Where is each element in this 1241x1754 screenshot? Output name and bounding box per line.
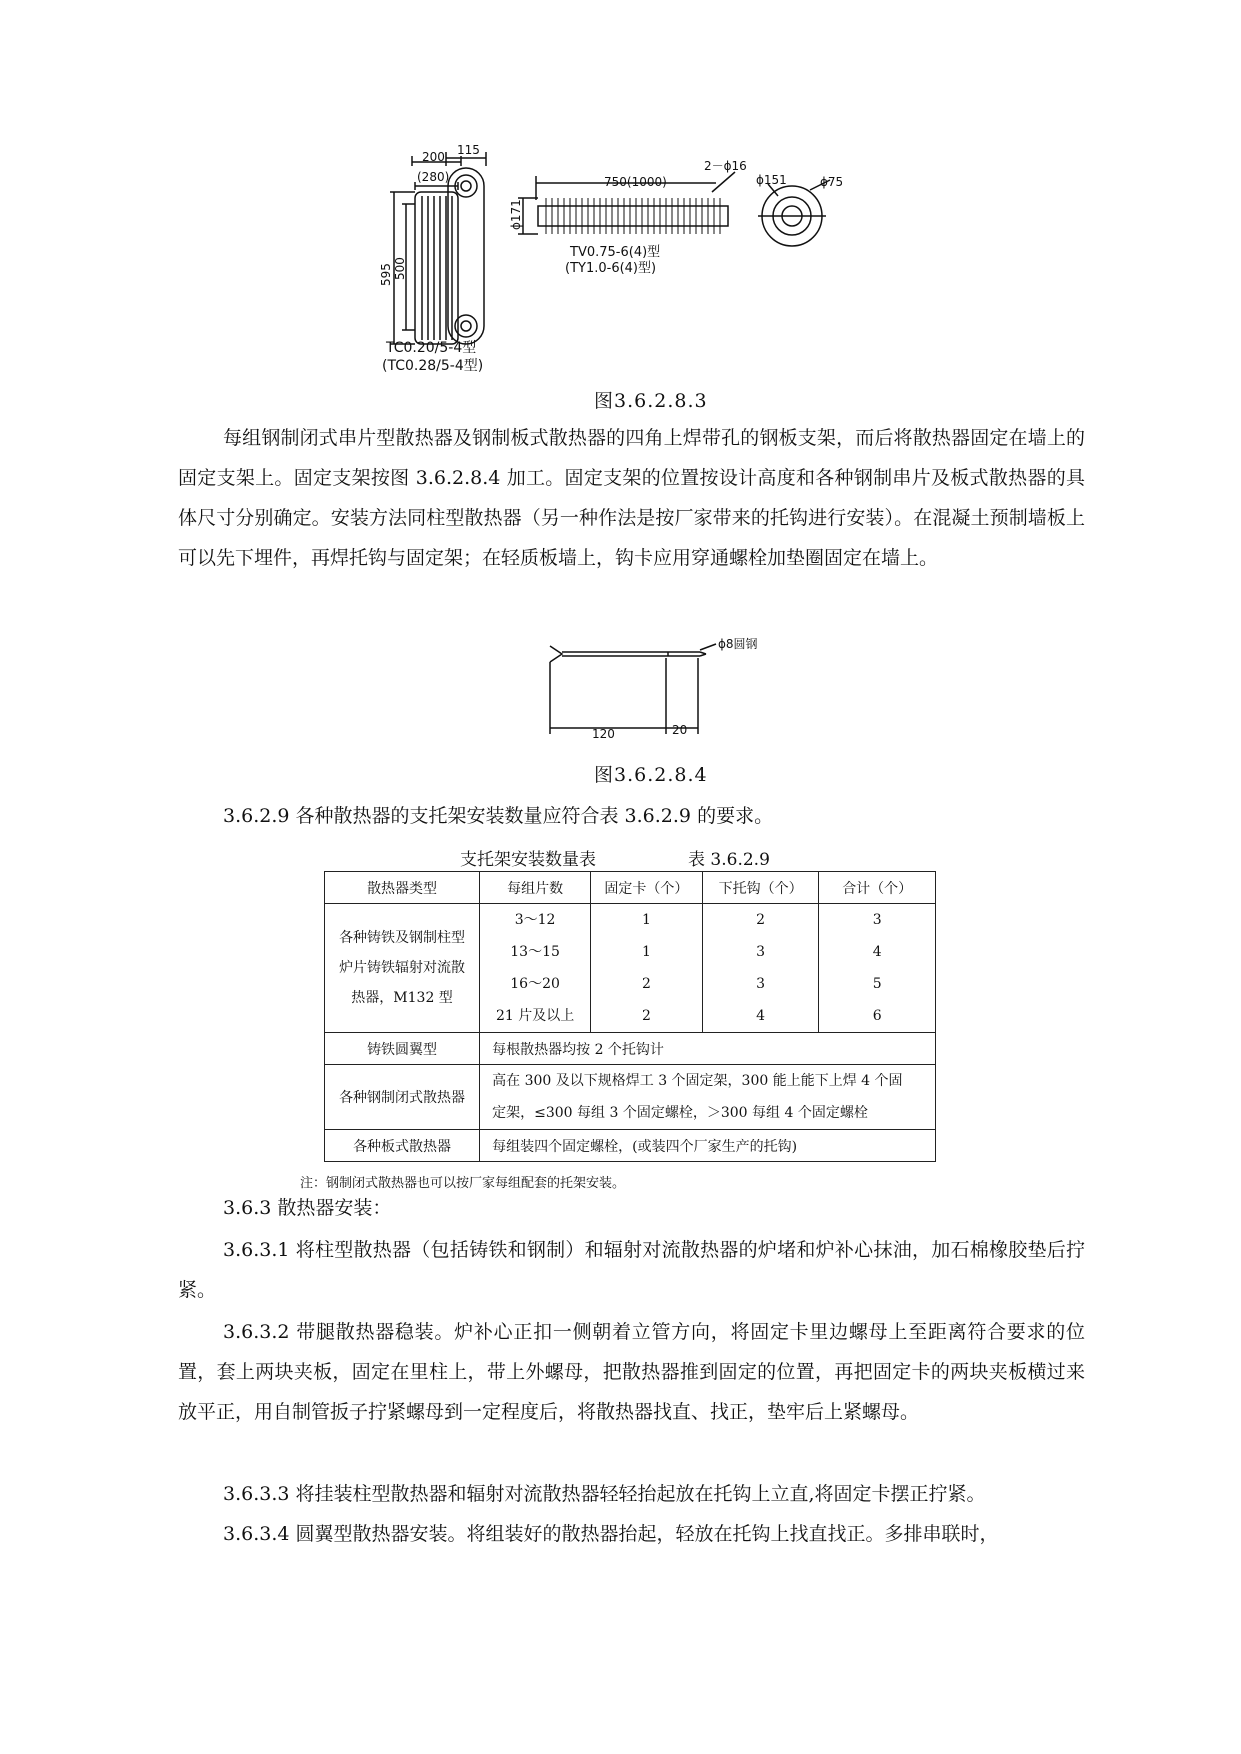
table-note: 注：钢制闭式散热器也可以按厂家每组配套的托架安装。 — [300, 1176, 626, 1191]
table-number: 表 3.6.2.9 — [688, 850, 770, 870]
tv-model-label: TV0.75-6(4)型 — [570, 245, 661, 260]
row4-type: 各种板式散热器 — [325, 1130, 480, 1162]
paragraph-3-6-3: 3.6.3 散热器安装： — [223, 1197, 392, 1219]
tc-side-width-label: 115 — [457, 143, 480, 157]
figure-radiators — [360, 143, 940, 374]
row3-type: 各种钢制闭式散热器 — [325, 1065, 480, 1130]
group1-hook-cell: 2 3 3 4 — [702, 904, 819, 1033]
tc-height-label: 595 — [379, 263, 393, 286]
row4-desc: 每组装四个固定螺栓，(或装四个厂家生产的托钩) — [480, 1130, 936, 1162]
tc-inner-height-label: 500 — [393, 257, 407, 280]
header-total: 合计（个） — [819, 872, 936, 904]
paragraph-3-6-3-1: 3.6.3.1 将柱型散热器（包括铸铁和钢制）和辐射对流散热器的炉堵和炉补心抹油，加石棉橡胶垫后拧紧。 — [178, 1239, 1085, 1301]
tv-diameter-label: ϕ171 — [509, 199, 523, 230]
figure-bracket — [540, 637, 758, 744]
figure-caption-1: 图3.6.2.8.3 — [594, 390, 708, 412]
group1-total-cell: 3 4 5 6 — [819, 904, 936, 1033]
bracket-length-120-label: 120 — [592, 727, 615, 741]
row2-desc: 每根散热器均按 2 个托钩计 — [480, 1033, 936, 1065]
bracket-length-20-label: 20 — [672, 723, 688, 737]
tv-holes-label: 2－ϕ16 — [704, 159, 747, 173]
table-title: 支托架安装数量表 — [460, 850, 596, 870]
paragraph-3-6-3-3: 3.6.3.3 将挂装柱型散热器和辐射对流散热器轻轻抬起放在托钩上立直,将固定卡摆正拧紧。 — [223, 1483, 986, 1505]
header-hook: 下托钩（个） — [702, 872, 819, 904]
tc-width-alt-label: (280) — [417, 170, 450, 184]
group1-type-cell: 各种铸铁及钢制柱型 炉片铸铁辐射对流散 热器，M132 型 — [325, 904, 480, 1033]
table-row — [325, 1033, 936, 1065]
group1-clip-cell: 1 1 2 2 — [591, 904, 703, 1033]
tv-length-label: 750(1000) — [604, 175, 667, 189]
tc-model-alt-label: (TC0.28/5-4型) — [382, 358, 484, 374]
header-type: 散热器类型 — [325, 872, 480, 904]
tv-end-d151-label: ϕ151 — [756, 173, 787, 187]
table-header-row — [325, 872, 936, 904]
tc-front-view — [390, 156, 461, 344]
tc-width-label: 200 — [422, 150, 445, 164]
tv-end-d75-label: ϕ75 — [820, 175, 844, 189]
header-fixed-clip: 固定卡（个） — [591, 872, 703, 904]
row2-type: 铸铁圆翼型 — [325, 1033, 480, 1065]
figure-caption-2: 图3.6.2.8.4 — [594, 764, 708, 786]
tc-model-label: TC0.20/5-4型 — [386, 340, 477, 356]
group1-pieces-cell: 3～12 13～15 16～20 21 片及以上 — [480, 904, 591, 1033]
tv-end-view — [758, 180, 830, 246]
table-row — [325, 1065, 936, 1130]
table-row — [325, 1130, 936, 1162]
header-pieces: 每组片数 — [480, 872, 591, 904]
bracket-quantity-table — [324, 871, 936, 1162]
paragraph-steel-radiator: 每组钢制闭式串片型散热器及钢制板式散热器的四角上焊带孔的钢板支架，而后将散热器固定在墙上的固定支架上。固定支架按图 3.6.2.8.4 加工。固定支架的位置按设计高度和各种钢制串片及板式散热器的具体尺寸分别确定。安装方法同柱型散热器（另一种作法是按厂家带来的托钩进行安装）。在混凝土预制墙板上可以先下埋件，再焊托钩与固定架；在轻质板墙上，钩卡应用穿通螺栓加垫圈固定在墙上。 — [178, 427, 1085, 569]
row3-desc: 高在 300 及以下规格焊工 3 个固定架，300 能上能下上焊 4 个固 定架，≤300 每组 3 个固定螺栓，＞300 每组 4 个固定螺栓 — [480, 1065, 936, 1130]
paragraph-3-6-3-2: 3.6.3.2 带腿散热器稳装。炉补心正扣一侧朝着立管方向，将固定卡里边螺母上至距离符合要求的位置，套上两块夹板，固定在里柱上，带上外螺母，把散热器推到固定的位置，再把固定卡的两块夹板横过来放平正，用自制管扳子拧紧螺母到一定程度后，将散热器找直、找正，垫牢后上紧螺母。 — [178, 1321, 1085, 1423]
paragraph-3-6-2-9: 3.6.2.9 各种散热器的支托架安装数量应符合表 3.6.2.9 的要求。 — [223, 805, 774, 827]
table-row — [325, 904, 936, 1033]
paragraph-3-6-3-4: 3.6.3.4 圆翼型散热器安装。将组装好的散热器抬起，轻放在托钩上找直找正。多排串联时， — [223, 1523, 999, 1545]
bracket-rod-label: ϕ8圆钢 — [718, 637, 758, 651]
tv-model-alt-label: (TY1.0-6(4)型) — [565, 261, 657, 276]
